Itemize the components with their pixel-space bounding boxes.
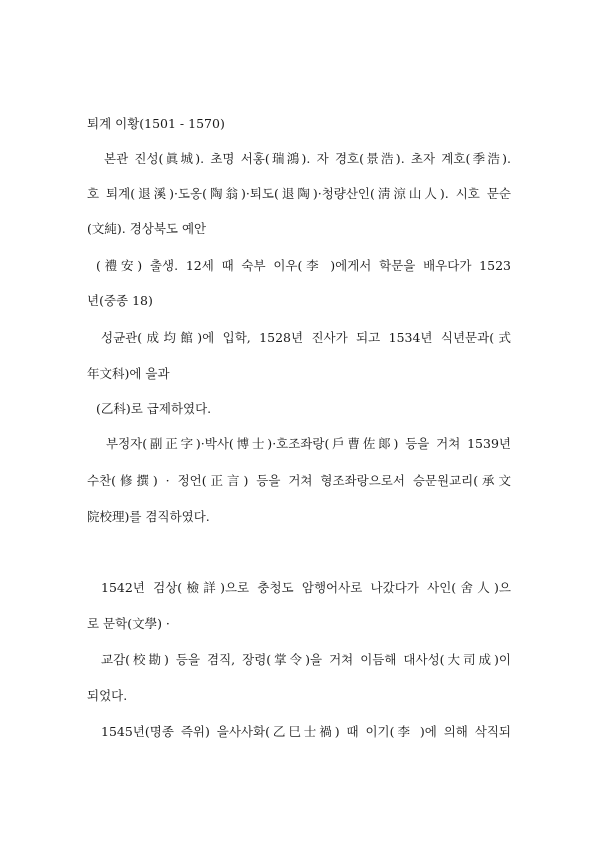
- text-line: 1545년(명종 즉위) 을사사화(乙巳士禍) 때 이기(李 )에 의해 삭직되: [101, 724, 511, 739]
- text-line: 1542년 검상(檢詳)으로 충청도 암행어사로 나갔다가 사인(舍人)으: [101, 580, 511, 595]
- text-line: 수찬(修撰) · 정언(正言) 등을 거쳐 형조좌랑으로서 승문원교리(承文: [87, 473, 511, 488]
- text-line: 부정자(副正字)·박사(博士)·호조좌랑(戶曹佐郞) 등을 거쳐 1539년: [106, 436, 511, 451]
- text-line: 年文科)에 을과: [87, 366, 170, 381]
- text-line: 院校理)를 겸직하였다.: [87, 509, 210, 524]
- text-line: (禮安) 출생. 12세 때 숙부 이우(李 )에게서 학문을 배우다가 1523: [96, 258, 511, 273]
- text-line: 호 퇴계(退溪)·도옹(陶翁)·퇴도(退陶)·청량산인(淸涼山人). 시호 문순: [87, 186, 511, 201]
- text-line: 년(중종 18): [87, 293, 153, 308]
- text-line: 성균관(成均館)에 입학, 1528년 진사가 되고 1534년 식년문과(式: [101, 330, 511, 345]
- text-line: (乙科)로 급제하였다.: [96, 401, 212, 416]
- text-line: 본관 진성(眞城). 초명 서홍(瑞鴻). 자 경호(景浩). 초자 계호(季浩).: [104, 151, 511, 166]
- text-line: 교감(校勘) 등을 겸직, 장령(掌令)을 거쳐 이듬해 대사성(大司成)이: [101, 652, 511, 667]
- document-title: 퇴계 이황(1501 - 1570): [87, 116, 225, 131]
- text-line: 로 문학(文學) ·: [87, 616, 170, 631]
- text-line: 되었다.: [87, 688, 128, 703]
- text-line: (文純). 경상북도 예안: [87, 221, 207, 236]
